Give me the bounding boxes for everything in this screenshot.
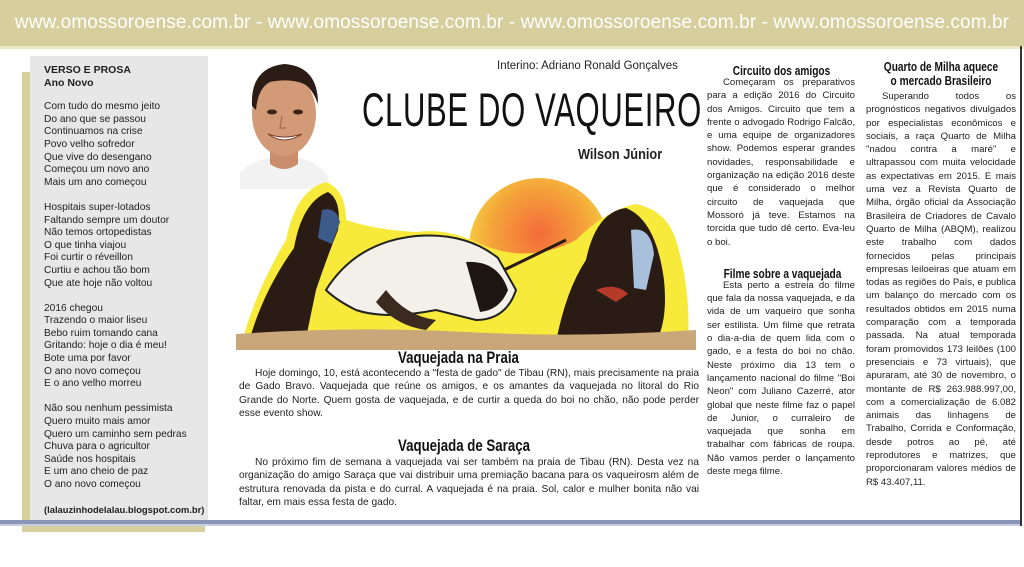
poem-line: Do ano que se passou [44, 113, 146, 125]
article-body-saraca [239, 456, 699, 510]
article-paragraph: Hoje domingo, 10, está acontecendo a "festa de gado" de Tibau (RN), mais precisamente na praia de Gado Bravo. Vaquejada que reúne os amigos, e os amantes da vaquejada no litoral do Rio Grande do Norte. Quem gosta de vaquejada, e de curtir a queda do boi no chão, não pode perder esse evento show. [239, 368, 699, 420]
poem-line: Faltando sempre um doutor [44, 214, 170, 226]
headline-wrap [866, 60, 1016, 90]
article-headline-praia: Vaquejada na Praia [398, 348, 519, 367]
columnist-portrait [240, 54, 328, 189]
portrait-image-icon [240, 54, 328, 189]
poem-stanza [44, 403, 208, 491]
article-headline-saraca: Vaquejada de Saraça [398, 436, 530, 455]
site-banner [0, 0, 1024, 46]
poem-line: Povo velho sofredor [44, 138, 135, 150]
vaquejada-illustration [236, 170, 696, 350]
page-bottom-rule-highlight [0, 524, 1020, 526]
poem-line: 2016 chegou [44, 302, 103, 314]
poem-line: E um ano cheio de paz [44, 466, 149, 478]
poem-line: Quero muito mais amor [44, 416, 151, 428]
verso-e-prosa-box [30, 56, 208, 526]
poem-line: Bebo ruim tomando cana [44, 327, 158, 339]
column-circuito-filme [707, 60, 855, 478]
poem-line: Hospitais super-lotados [44, 201, 151, 213]
article-body-filme [707, 279, 855, 478]
poem-line: O ano novo começou [44, 479, 141, 490]
poem-line: Trazendo o maior liseu [44, 315, 148, 327]
sidebar-section-title: VERSO E PROSA [44, 64, 131, 76]
poem-line: Curtiu e achou tão bom [44, 264, 150, 276]
poem-line: Mais um ano começou [44, 176, 147, 188]
article-paragraph: No próximo fim de semana a vaquejada vai ser também na praia de Tibau (RN). Desta vez na organização do amigo Saraça que vai distribuir uma premiação bacana para os vaqueirosm além de estrutura renovada da pista e do curral. A vaquejada é na praia. Sol, calor e mulher bonita não vai faltar, em mais essa festa de gado. [239, 457, 699, 509]
poem-line: Saúde nos hospitais [44, 453, 136, 465]
poem-line: Começou um novo ano [44, 164, 150, 176]
poem-source: (lalauzinhodelalau.blogspot.com.br) [44, 504, 205, 516]
headline-wrap [707, 60, 855, 76]
poem-line: Chuva para o agricultor [44, 441, 150, 453]
interim-byline: Interino: Adriano Ronald Gonçalves [497, 60, 678, 72]
cowboys-and-bull-illustration-icon [236, 170, 696, 350]
poem-stanza [44, 303, 208, 391]
poem-line: E o ano velho morreu [44, 378, 142, 390]
banner-url-text: www.omossoroense.com.br - www.omossoroense.com.br - www.omossoroense.com.br - www.omossoroense.com.br [14, 12, 1010, 33]
column-quarto-de-milha [866, 60, 1016, 489]
article-paragraph: Esta perto a estreia do filme que fala da nossa vaquejada, e da vida de um vaqueiro que sonha ser estilista. Um filme que retrata o dia-a-dia de quem lida com o gado, e a festa do boi no chão. Neste próximo dia 13 tem o lançamento nacional do filme "Boi Neon" com Juliano Cazerré, ator global que neste filme faz o papel de Junior, o curraleiro de vaquejada que sonha em trabalhar com fábricas de roupa. Não vamos perder o lançamento deste mega filme. [707, 279, 855, 478]
article-paragraph: Começaram os preparativos para a edição 2016 do Circuito dos Amigos. Circuito que tem a frente o advogado Rodrigo Falcão, e uma equipe de organizadores show. Podemos esperar grandes novidades, responsabilidade e organização na edição 2016 deste que é considerado o melhor circuito de vaquejada que Mossoró já teve. Estamos na torcida que tudo dê certo. Eva-leu o boi. [707, 77, 855, 248]
poem-title: Ano Novo [44, 76, 94, 89]
poem-line: Bote uma por favor [44, 353, 131, 365]
article-headline-filme: Filme sobre a vaquejada [723, 265, 842, 281]
article-body-quarto [866, 90, 1016, 489]
poem-line: O ano novo começou [44, 365, 141, 377]
poem-line: Não temos ortopedistas [44, 227, 152, 239]
headline-wrap [707, 263, 855, 279]
banner-divider [0, 46, 1024, 49]
poem-stanza [44, 101, 208, 189]
poem-line: Que ate hoje não voltou [44, 277, 153, 289]
poem-line: Foi curtir o réveillon [44, 252, 133, 264]
article-paragraph: Superando todos os prognósticos negativos divulgados por especialistas econômicos e sociais, a raça Quarto de Milha "nadou contra a maré" e ultrapassou com muita velocidade as expectativas em 2015. E mais uma vez a Revista Quarto de Milha, órgão oficial da Associação Brasileira de Criadores de Cavalo Quarto de Milha (ABQM), realizou este trabalho com dados fornecidos pelas principais empresas leiloeiras que atuam em todas as regiões do País, e publica um balanço do mercado com os resultados obtidos em 2015 numa comparação com a temporada passada. Na atual temporada foram promovidos 173 leilões (100 presenciais e 73 virtuais), que apuraram, até 30 de novembro, o montante de R$ 263.988.997,00, com a comercialização de 6.082 animais das linhagens de Trabalho, Corrida e Conformação, desde potros ao pé, até reprodutores e matrizes, que proporcionaram valores médios de R$ 43.407,11. [866, 91, 1016, 488]
article-body-circuito [707, 76, 855, 249]
poem-line: O que tinha viajou [44, 239, 127, 251]
article-body-praia [239, 367, 699, 421]
column-masthead: CLUBE DO VAQUEIRO [362, 83, 702, 136]
poem-line: Continuamos na crise [44, 126, 143, 138]
poem-line: Gritando: hoje o dia é meu! [44, 340, 167, 352]
column-author: Wilson Júnior [578, 146, 663, 163]
poem-stanza [44, 202, 208, 290]
poem-line: Quero um caminho sem pedras [44, 428, 187, 440]
poem-line: Que vive do desengano [44, 151, 152, 163]
poem-line: Não sou nenhum pessimista [44, 403, 173, 415]
article-headline-circuito: Circuito dos amigos [732, 63, 830, 78]
poem-line: Com tudo do mesmo jeito [44, 101, 161, 113]
article-headline-quarto-line2: o mercado Brasileiro [890, 73, 992, 88]
article-headline-quarto-line1: Quarto de Milha aquece [883, 59, 999, 74]
page-edge-divider [1020, 46, 1022, 526]
